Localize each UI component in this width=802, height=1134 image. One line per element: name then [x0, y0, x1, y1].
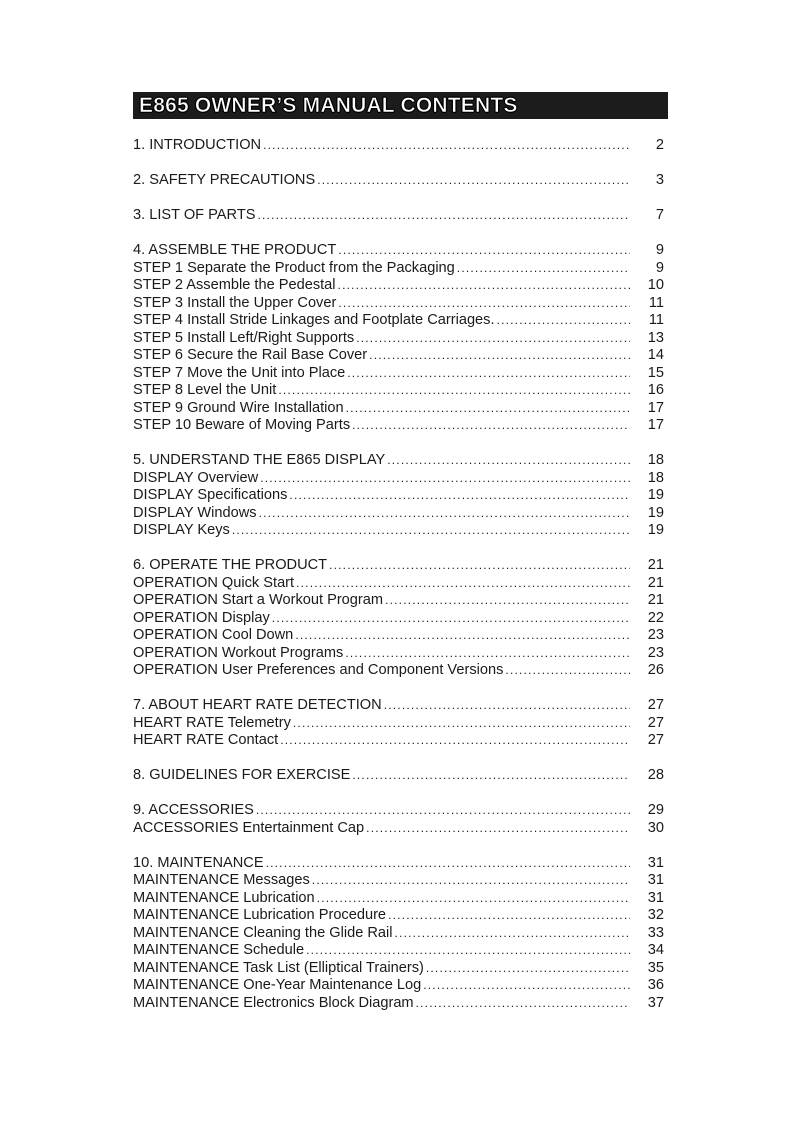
toc-entry-page: 31: [647, 872, 664, 888]
toc-entry-label: 5. UNDERSTAND THE E865 DISPLAY: [133, 452, 386, 468]
toc-entry-page: 19: [647, 522, 664, 538]
toc-entry-label: MAINTENANCE One-Year Maintenance Log: [133, 977, 422, 993]
dot-leader: [257, 207, 630, 225]
toc-entry-page: 9: [655, 242, 664, 258]
toc-entry: [133, 505, 664, 523]
dot-leader: [423, 977, 630, 995]
toc-entry-label: MAINTENANCE Lubrication Procedure: [133, 907, 387, 923]
toc-entry-page: 35: [647, 959, 664, 976]
toc-entry: [133, 470, 664, 488]
toc-entry-label: MAINTENANCE Messages: [133, 872, 310, 888]
toc-section-heading: [133, 697, 664, 715]
toc-entry: [133, 890, 664, 908]
dot-leader: [260, 470, 630, 488]
dot-leader: [352, 767, 630, 785]
toc-entry-page: 36: [647, 977, 664, 993]
dot-leader: [385, 592, 630, 610]
toc-entry-label: 10. MAINTENANCE: [133, 854, 264, 871]
dot-leader: [356, 330, 630, 348]
toc-entry-page: 33: [647, 924, 664, 941]
toc-entry-label: 2. SAFETY PRECAUTIONS: [133, 172, 316, 188]
toc-entry-page: 28: [647, 767, 664, 783]
toc-entry-page: 27: [647, 732, 664, 748]
dot-leader: [426, 960, 630, 978]
table-of-contents: [133, 137, 664, 1030]
dot-leader: [416, 995, 630, 1013]
toc-entry-label: OPERATION Display: [133, 609, 270, 626]
dot-leader: [329, 557, 630, 575]
toc-entry-page: 2: [655, 137, 664, 153]
toc-entry: [133, 872, 664, 890]
toc-section-heading: [133, 137, 664, 155]
toc-entry: [133, 330, 664, 348]
toc-entry-label: HEART RATE Contact: [133, 732, 279, 748]
toc-entry: [133, 820, 664, 838]
toc-entry-page: 16: [647, 382, 664, 398]
dot-leader: [338, 242, 630, 260]
dot-leader: [497, 312, 630, 330]
dot-leader: [395, 925, 630, 943]
dot-leader: [295, 627, 630, 645]
toc-entry-page: 23: [647, 627, 664, 643]
toc-entry-label: MAINTENANCE Task List (Elliptical Trainers): [133, 959, 424, 976]
toc-entry: [133, 907, 664, 925]
toc-entry-label: STEP 5 Install Left/Right Supports: [133, 329, 355, 346]
toc-entry-page: 26: [647, 662, 664, 678]
toc-entry: [133, 732, 664, 750]
toc-entry-label: OPERATION Start a Workout Program: [133, 592, 384, 608]
dot-leader: [388, 907, 630, 925]
page-title: E865 OWNER’S MANUAL CONTENTS: [139, 94, 518, 117]
toc-entry-page: 11: [648, 312, 664, 328]
toc-entry-label: STEP 3 Install the Upper Cover: [133, 294, 337, 311]
toc-section: [133, 207, 664, 225]
toc-entry-label: MAINTENANCE Schedule: [133, 942, 305, 958]
toc-entry: [133, 365, 664, 383]
toc-entry-label: 1. INTRODUCTION: [133, 137, 262, 153]
toc-entry: [133, 277, 664, 295]
toc-entry: [133, 977, 664, 995]
dot-leader: [278, 382, 630, 400]
toc-entry: [133, 645, 664, 663]
toc-entry-page: 19: [647, 487, 664, 503]
toc-section-heading: [133, 207, 664, 225]
toc-entry-page: 14: [647, 347, 664, 363]
toc-entry-page: 21: [647, 592, 664, 608]
dot-leader: [293, 715, 630, 733]
toc-entry-label: OPERATION Quick Start: [133, 574, 295, 591]
title-bar: [133, 92, 668, 119]
toc-entry: [133, 960, 664, 978]
toc-entry-page: 9: [655, 259, 664, 276]
toc-entry: [133, 522, 664, 540]
toc-entry-label: HEART RATE Telemetry: [133, 714, 291, 731]
toc-entry-label: 8. GUIDELINES FOR EXERCISE: [133, 767, 351, 783]
toc-entry-label: 4. ASSEMBLE THE PRODUCT: [133, 242, 337, 258]
toc-section: [133, 452, 664, 540]
toc-entry-label: STEP 4 Install Stride Linkages and Footplate Carriages.: [133, 312, 495, 328]
toc-entry-label: MAINTENANCE Cleaning the Glide Rail: [133, 924, 393, 941]
dot-leader: [384, 697, 630, 715]
dot-leader: [345, 645, 630, 663]
toc-section-heading: [133, 452, 664, 470]
dot-leader: [346, 400, 630, 418]
toc-section: [133, 767, 664, 785]
dot-leader: [280, 732, 630, 750]
toc-entry: [133, 662, 664, 680]
toc-section: [133, 137, 664, 155]
dot-leader: [259, 505, 630, 523]
toc-entry: [133, 592, 664, 610]
toc-entry: [133, 312, 664, 330]
dot-leader: [263, 137, 630, 155]
toc-entry: [133, 627, 664, 645]
toc-entry-page: 30: [647, 819, 664, 836]
toc-entry: [133, 942, 664, 960]
toc-entry: [133, 995, 664, 1013]
toc-entry-label: 7. ABOUT HEART RATE DETECTION: [133, 697, 382, 713]
toc-entry-page: 32: [647, 907, 664, 923]
dot-leader: [266, 855, 630, 873]
toc-entry: [133, 382, 664, 400]
toc-entry: [133, 347, 664, 365]
toc-entry-page: 22: [647, 609, 664, 626]
dot-leader: [317, 890, 630, 908]
toc-entry: [133, 260, 664, 278]
toc-entry-page: 21: [647, 574, 664, 591]
toc-entry: [133, 417, 664, 435]
dot-leader: [369, 347, 630, 365]
dot-leader: [289, 487, 630, 505]
toc-entry-page: 31: [647, 889, 664, 906]
dot-leader: [366, 820, 630, 838]
toc-entry: [133, 575, 664, 593]
dot-leader: [338, 295, 630, 313]
toc-entry-label: OPERATION Cool Down: [133, 627, 294, 643]
dot-leader: [306, 942, 630, 960]
toc-section: [133, 242, 664, 435]
toc-entry-label: MAINTENANCE Lubrication: [133, 889, 315, 906]
toc-section: [133, 557, 664, 680]
dot-leader: [457, 260, 630, 278]
toc-section-heading: [133, 242, 664, 260]
toc-entry-page: 17: [647, 399, 664, 416]
toc-entry-label: STEP 10 Beware of Moving Parts: [133, 417, 351, 433]
toc-entry: [133, 295, 664, 313]
dot-leader: [387, 452, 630, 470]
toc-entry-label: 6. OPERATE THE PRODUCT: [133, 557, 328, 573]
toc-section: [133, 802, 664, 837]
toc-entry-label: STEP 9 Ground Wire Installation: [133, 399, 344, 416]
toc-entry-page: 27: [647, 714, 664, 731]
toc-entry-page: 18: [647, 452, 664, 468]
toc-entry-label: STEP 7 Move the Unit into Place: [133, 364, 346, 381]
toc-entry: [133, 925, 664, 943]
dot-leader: [347, 365, 630, 383]
toc-entry-label: STEP 8 Level the Unit: [133, 382, 277, 398]
dot-leader: [312, 872, 630, 890]
toc-entry-page: 7: [655, 207, 664, 223]
toc-entry-label: ACCESSORIES Entertainment Cap: [133, 819, 365, 836]
toc-entry-page: 18: [647, 469, 664, 486]
toc-entry-page: 34: [647, 942, 664, 958]
toc-entry-label: DISPLAY Overview: [133, 469, 259, 486]
dot-leader: [272, 610, 630, 628]
toc-entry-page: 10: [647, 277, 664, 293]
toc-section-heading: [133, 767, 664, 785]
toc-entry-page: 37: [647, 994, 664, 1011]
toc-entry-page: 31: [647, 854, 664, 871]
toc-section-heading: [133, 172, 664, 190]
toc-entry-page: 17: [647, 417, 664, 433]
toc-entry-page: 19: [647, 504, 664, 521]
toc-entry-page: 21: [647, 557, 664, 573]
toc-entry-label: STEP 2 Assemble the Pedestal: [133, 277, 336, 293]
toc-section-heading: [133, 557, 664, 575]
toc-section: [133, 172, 664, 190]
dot-leader: [256, 802, 630, 820]
toc-entry-page: 27: [647, 697, 664, 713]
toc-section: [133, 855, 664, 1013]
toc-section: [133, 697, 664, 750]
toc-entry-label: STEP 6 Secure the Rail Base Cover: [133, 347, 368, 363]
dot-leader: [296, 575, 630, 593]
toc-entry: [133, 400, 664, 418]
toc-entry-label: MAINTENANCE Electronics Block Diagram: [133, 994, 414, 1011]
dot-leader: [232, 522, 630, 540]
toc-entry-label: DISPLAY Keys: [133, 522, 230, 538]
toc-entry-page: 11: [648, 294, 664, 311]
toc-section-heading: [133, 802, 664, 820]
toc-entry-label: OPERATION User Preferences and Component Versions: [133, 662, 504, 678]
toc-entry-label: DISPLAY Specifications: [133, 487, 288, 503]
toc-entry-label: STEP 1 Separate the Product from the Packaging: [133, 259, 455, 276]
toc-entry-page: 15: [647, 364, 664, 381]
toc-entry: [133, 487, 664, 505]
toc-entry-page: 23: [647, 644, 664, 661]
dot-leader: [317, 172, 630, 190]
toc-entry: [133, 610, 664, 628]
toc-entry-label: 3. LIST OF PARTS: [133, 207, 256, 223]
dot-leader: [338, 277, 630, 295]
dot-leader: [352, 417, 630, 435]
toc-entry: [133, 715, 664, 733]
toc-entry-page: 3: [655, 172, 664, 188]
toc-entry-label: DISPLAY Windows: [133, 504, 257, 521]
toc-entry-page: 29: [647, 802, 664, 818]
toc-entry-label: OPERATION Workout Programs: [133, 644, 344, 661]
dot-leader: [505, 662, 630, 680]
toc-entry-page: 13: [647, 329, 664, 346]
toc-entry-label: 9. ACCESSORIES: [133, 802, 254, 818]
toc-section-heading: [133, 855, 664, 873]
